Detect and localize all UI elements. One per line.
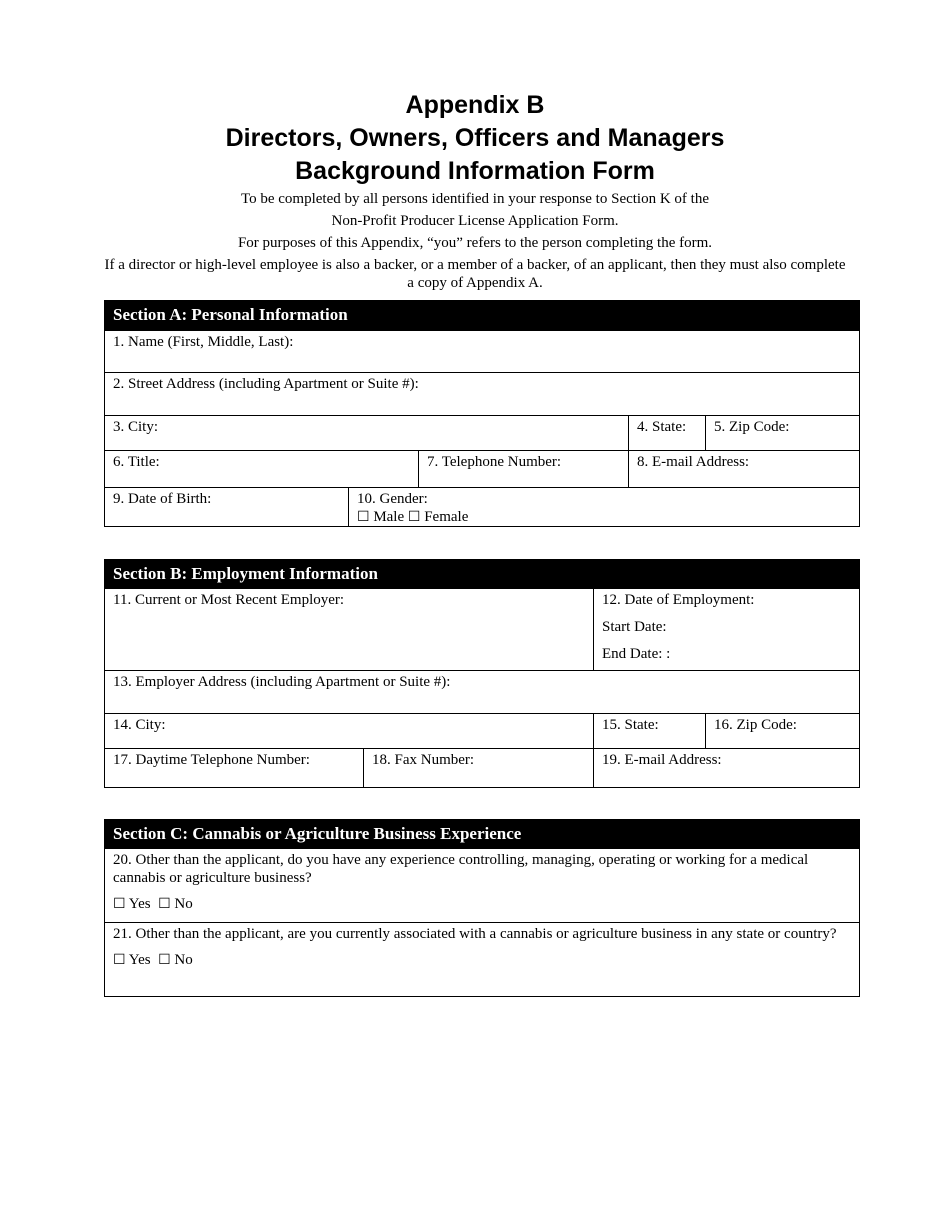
email-label: 8. E-mail Address: (637, 454, 750, 470)
date-of-birth-field[interactable] (105, 488, 349, 527)
start-date-field[interactable]: Start Date: (602, 619, 667, 635)
city-label: 3. City: (113, 419, 159, 435)
employer-state-field[interactable] (594, 714, 706, 749)
employment-date-label: 12. Date of Employment: (602, 592, 755, 608)
question-20-text: 20. Other than the applicant, do you have any experience controlling, managing, operating or working for a medical cannabis or agriculture business? (113, 852, 809, 886)
male-label: Male (373, 509, 405, 525)
employer-city-label: 14. City: (113, 717, 166, 733)
section-a-header: Section A: Personal Information (105, 301, 860, 331)
employer-zip-label: 16. Zip Code: (714, 717, 797, 733)
intro-line-1: To be completed by all persons identified in your response to Section K of the (240, 191, 709, 207)
q20-no-label: No (174, 896, 193, 912)
fax-number-field[interactable] (364, 749, 594, 788)
page-title: Appendix B (405, 91, 545, 119)
question-21-text: 21. Other than the applicant, are you currently associated with a cannabis or agriculture business in any state or country? (113, 926, 837, 942)
email-field[interactable] (629, 451, 860, 488)
q21-no-checkbox[interactable]: ☐ (158, 952, 171, 968)
telephone-field[interactable] (419, 451, 629, 488)
q21-yes-checkbox[interactable]: ☐ (113, 952, 126, 968)
title-label: 6. Title: (113, 454, 160, 470)
gender-label: 10. Gender: (357, 491, 428, 507)
zip-code-field[interactable] (706, 416, 860, 451)
daytime-telephone-label: 17. Daytime Telephone Number: (113, 752, 310, 768)
employer-state-label: 15. State: (602, 717, 659, 733)
employer-city-field[interactable] (105, 714, 594, 749)
employer-zip-field[interactable] (706, 714, 860, 749)
q20-yes-checkbox[interactable]: ☐ (113, 896, 126, 912)
zip-code-label: 5. Zip Code: (714, 419, 790, 435)
employer-field[interactable] (105, 589, 594, 671)
q21-yes-label: Yes (128, 952, 151, 968)
section-c-header: Section C: Cannabis or Agriculture Business Experience (105, 820, 860, 849)
intro-backer-note: If a director or high-level employee is also a backer, or a member of a backer, of an applicant, then they must also complete a copy of Appendix A. (104, 257, 846, 291)
name-field[interactable] (105, 331, 860, 373)
employer-email-field[interactable] (594, 749, 860, 788)
question-20 (105, 849, 860, 923)
section-b-table (104, 559, 860, 788)
intro-line-2: Non-Profit Producer License Application Form. (331, 213, 619, 229)
q20-yes-label: Yes (128, 896, 151, 912)
q21-no-label: No (174, 952, 193, 968)
city-field[interactable] (105, 416, 629, 451)
gender-field (349, 488, 860, 527)
question-21 (105, 923, 860, 997)
street-address-label: 2. Street Address (including Apartment or Suite #): (113, 376, 419, 392)
form-name: Background Information Form (295, 157, 655, 185)
section-a-table (104, 300, 860, 527)
state-field[interactable] (629, 416, 706, 451)
section-c-table (104, 819, 860, 997)
telephone-label: 7. Telephone Number: (427, 454, 562, 470)
employer-address-label: 13. Employer Address (including Apartment or Suite #): (113, 674, 451, 690)
daytime-telephone-field[interactable] (105, 749, 364, 788)
employment-date-field (594, 589, 860, 671)
state-label: 4. State: (637, 419, 687, 435)
end-date-field[interactable]: End Date: : (602, 646, 671, 662)
fax-number-label: 18. Fax Number: (372, 752, 475, 768)
male-checkbox[interactable]: ☐ (357, 509, 370, 525)
employer-label: 11. Current or Most Recent Employer: (113, 592, 345, 608)
street-address-field[interactable] (105, 373, 860, 416)
female-label: Female (424, 509, 469, 525)
q20-no-checkbox[interactable]: ☐ (158, 896, 171, 912)
name-label: 1. Name (First, Middle, Last): (113, 334, 294, 350)
intro-purpose: For purposes of this Appendix, “you” refers to the person completing the form. (237, 235, 713, 251)
page-subtitle: Directors, Owners, Officers and Managers (225, 124, 725, 152)
title-field[interactable] (105, 451, 419, 488)
female-checkbox[interactable]: ☐ (407, 509, 421, 525)
date-of-birth-label: 9. Date of Birth: (113, 491, 212, 507)
section-b-header: Section B: Employment Information (105, 560, 860, 589)
employer-address-field[interactable] (105, 671, 860, 714)
employer-email-label: 19. E-mail Address: (602, 752, 722, 768)
